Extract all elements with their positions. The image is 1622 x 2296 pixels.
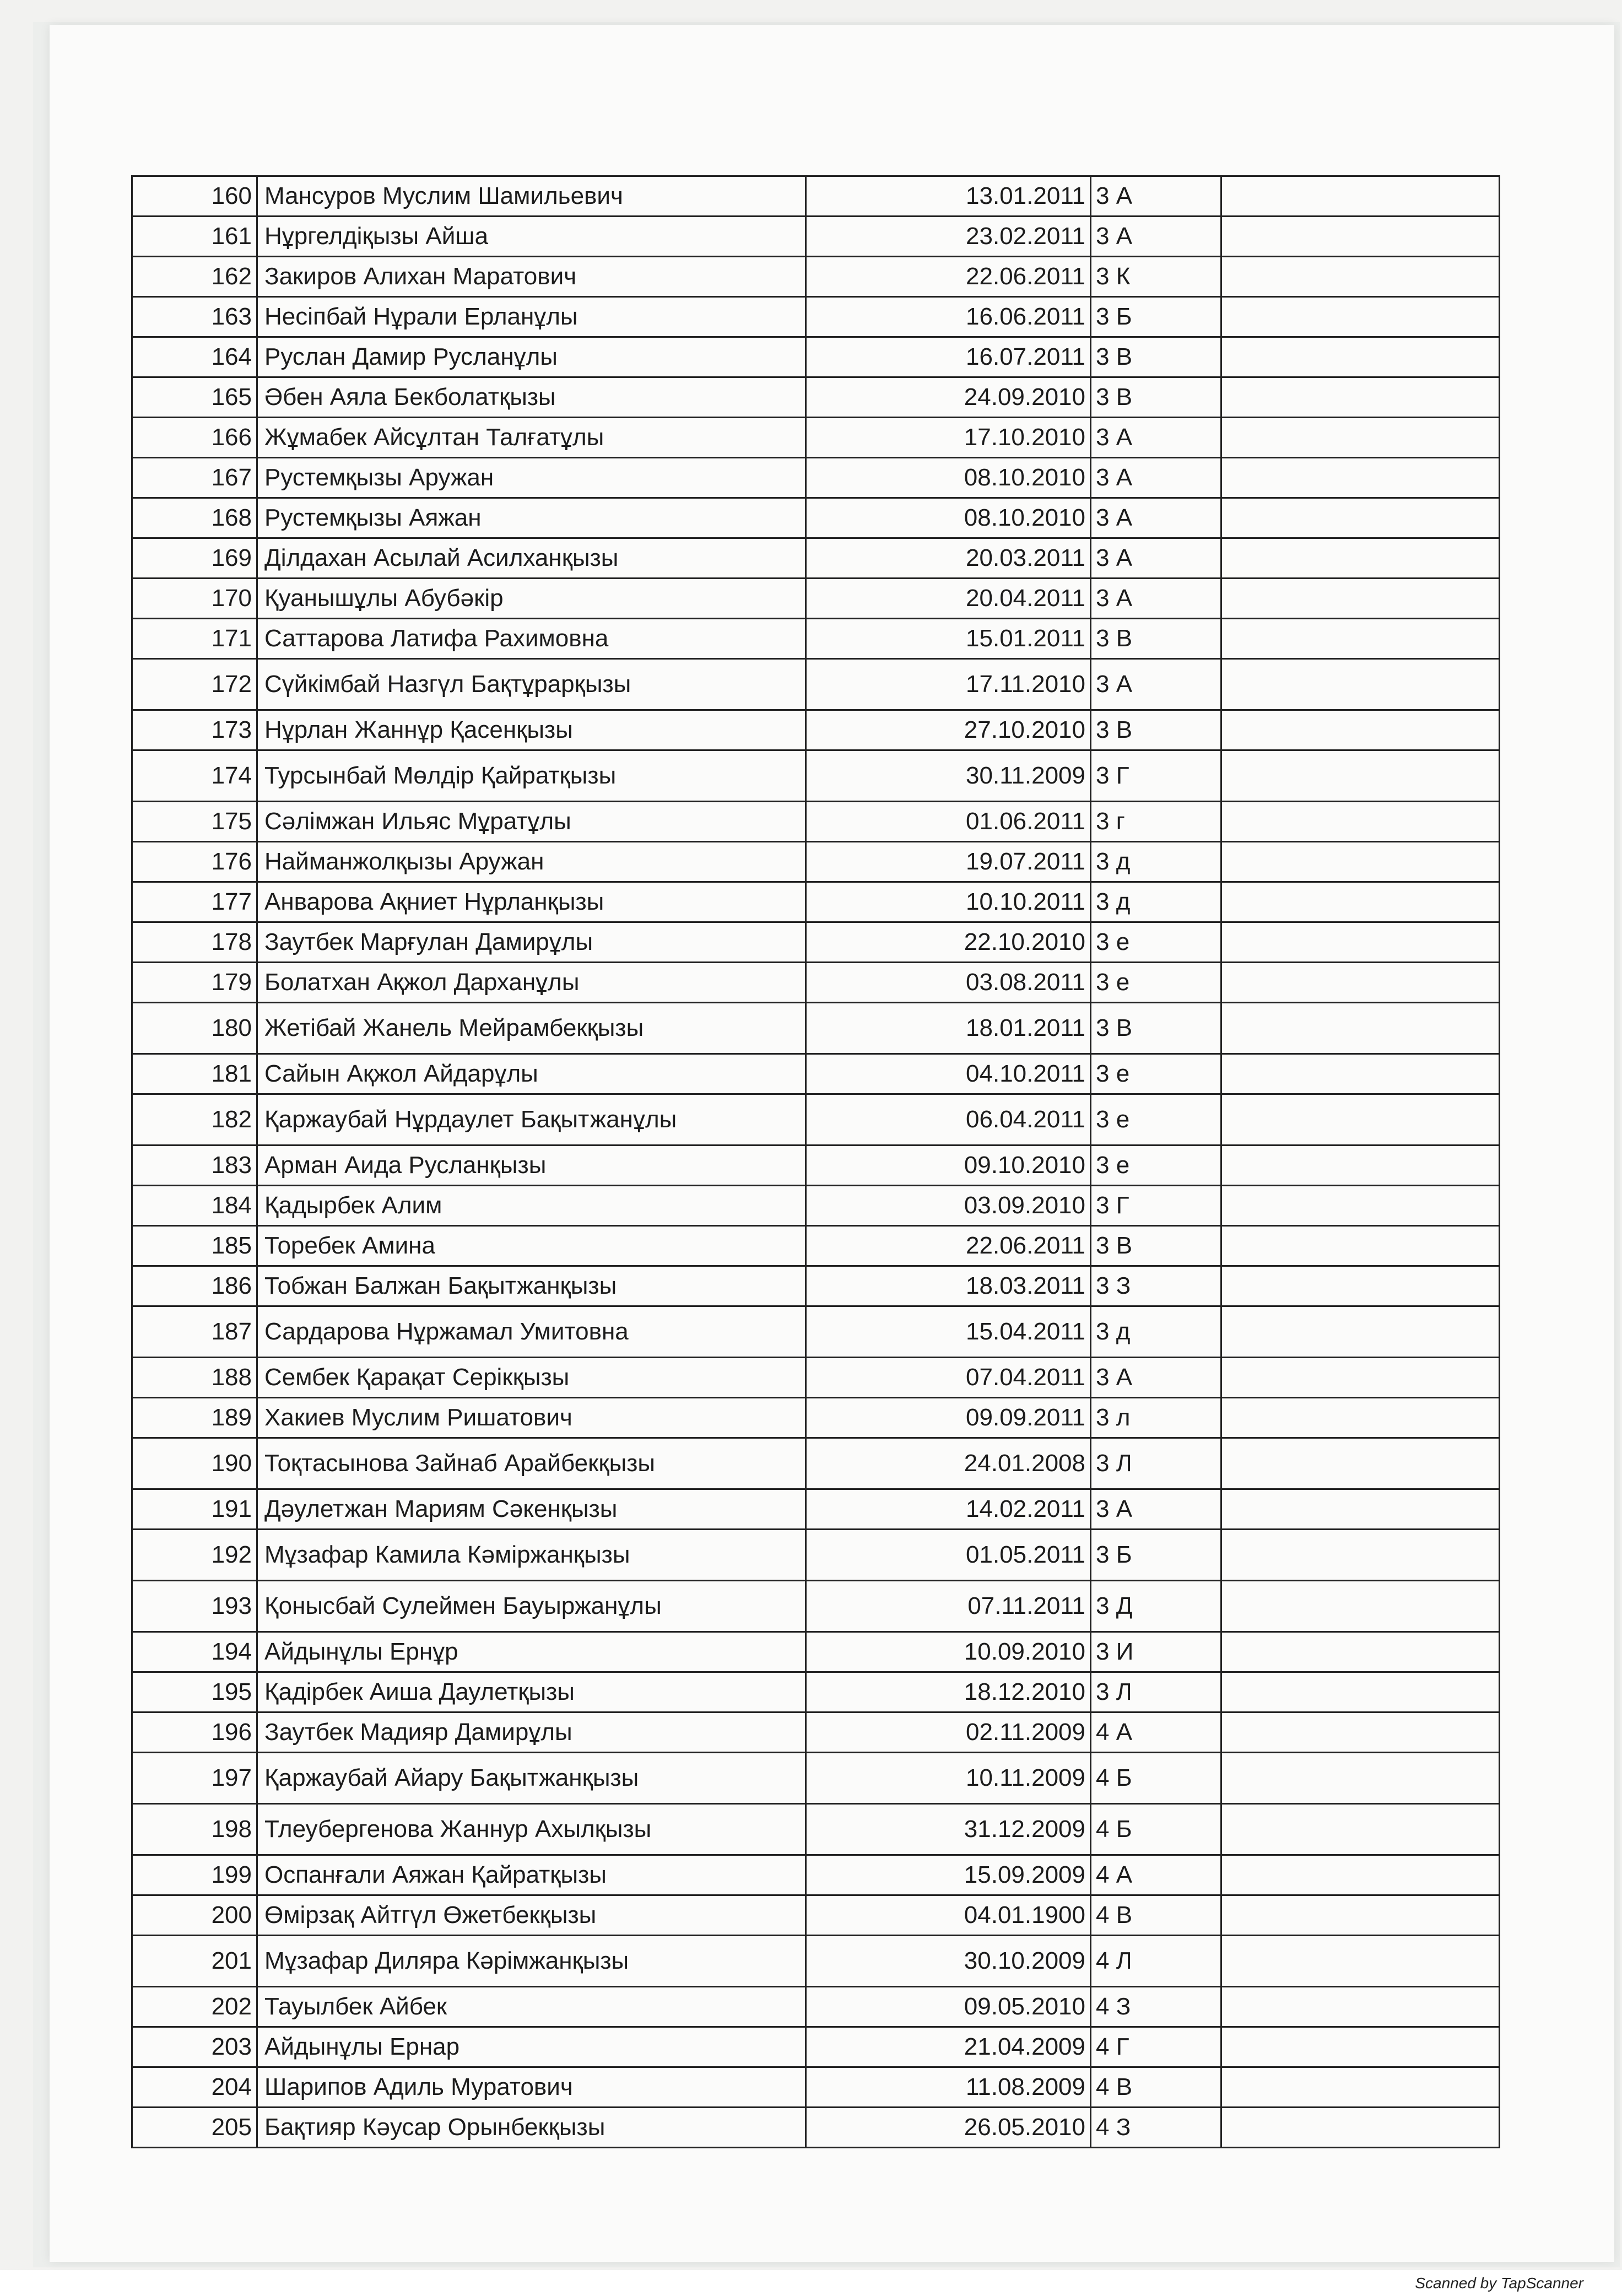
table-row (132, 1936, 1500, 1987)
class-grade: 3 Б (1091, 297, 1221, 337)
class-grade: 3 В (1091, 710, 1221, 750)
empty-cell (1221, 217, 1500, 257)
row-number: 197 (132, 1753, 257, 1804)
student-name: Қонысбай Сулеймен Бауыржанұлы (257, 1581, 806, 1632)
empty-cell (1221, 297, 1500, 337)
table-row (132, 2027, 1500, 2067)
birth-date: 26.05.2010 (806, 2108, 1091, 2148)
row-number: 202 (132, 1987, 257, 2027)
birth-date: 06.04.2011 (806, 1094, 1091, 1146)
class-grade: 3 д (1091, 1306, 1221, 1358)
student-name: Болатхан Ақжол Дарханұлы (257, 963, 806, 1003)
row-number: 178 (132, 922, 257, 963)
table-row (132, 1306, 1500, 1358)
empty-cell (1221, 1895, 1500, 1936)
empty-cell (1221, 1398, 1500, 1438)
row-number: 183 (132, 1146, 257, 1186)
table-row (132, 1146, 1500, 1186)
empty-cell (1221, 458, 1500, 498)
row-number: 177 (132, 882, 257, 922)
student-name: Заутбек Мадияр Дамирұлы (257, 1712, 806, 1753)
class-grade: 3 Д (1091, 1581, 1221, 1632)
row-number: 203 (132, 2027, 257, 2067)
birth-date: 14.02.2011 (806, 1489, 1091, 1530)
class-grade: 4 З (1091, 2108, 1221, 2148)
table-row (132, 1632, 1500, 1672)
row-number: 179 (132, 963, 257, 1003)
student-name: Қадірбек Аиша Даулетқызы (257, 1672, 806, 1712)
row-number: 193 (132, 1581, 257, 1632)
student-name: Сүйкімбай Назгүл Бақтұрарқызы (257, 659, 806, 710)
birth-date: 10.11.2009 (806, 1753, 1091, 1804)
row-number: 164 (132, 337, 257, 377)
row-number: 185 (132, 1226, 257, 1266)
student-name: Жұмабек Айсұлтан Талғатұлы (257, 418, 806, 458)
row-number: 189 (132, 1398, 257, 1438)
empty-cell (1221, 710, 1500, 750)
birth-date: 16.06.2011 (806, 297, 1091, 337)
row-number: 168 (132, 498, 257, 538)
birth-date: 01.05.2011 (806, 1530, 1091, 1581)
birth-date: 01.06.2011 (806, 802, 1091, 842)
birth-date: 18.12.2010 (806, 1672, 1091, 1712)
class-grade: 3 А (1091, 176, 1221, 217)
birth-date: 08.10.2010 (806, 498, 1091, 538)
class-grade: 3 Г (1091, 750, 1221, 802)
row-number: 169 (132, 538, 257, 579)
table-row (132, 1438, 1500, 1489)
empty-cell (1221, 1987, 1500, 2027)
birth-date: 31.12.2009 (806, 1804, 1091, 1855)
class-grade: 4 А (1091, 1855, 1221, 1895)
class-grade: 3 А (1091, 1358, 1221, 1398)
empty-cell (1221, 2067, 1500, 2108)
empty-cell (1221, 963, 1500, 1003)
row-number: 163 (132, 297, 257, 337)
birth-date: 09.05.2010 (806, 1987, 1091, 2027)
row-number: 181 (132, 1054, 257, 1094)
student-name: Рустемқызы Аружан (257, 458, 806, 498)
table-row (132, 1054, 1500, 1094)
empty-cell (1221, 337, 1500, 377)
table-row (132, 176, 1500, 217)
table-row (132, 1895, 1500, 1936)
row-number: 195 (132, 1672, 257, 1712)
table-row (132, 257, 1500, 297)
birth-date: 04.01.1900 (806, 1895, 1091, 1936)
class-grade: 3 А (1091, 659, 1221, 710)
empty-cell (1221, 1936, 1500, 1987)
empty-cell (1221, 1753, 1500, 1804)
student-name: Шарипов Адиль Муратович (257, 2067, 806, 2108)
empty-cell (1221, 1146, 1500, 1186)
class-grade: 4 Б (1091, 1753, 1221, 1804)
birth-date: 15.01.2011 (806, 619, 1091, 659)
student-name: Найманжолқызы Аружан (257, 842, 806, 882)
class-grade: 3 Б (1091, 1530, 1221, 1581)
empty-cell (1221, 1226, 1500, 1266)
student-name: Тлеубергенова Жаннур Ахылқызы (257, 1804, 806, 1855)
scanner-footer: Scanned by TapScanner (1415, 2275, 1583, 2292)
table-row (132, 1186, 1500, 1226)
student-name: Мұзафар Камила Кәміржанқызы (257, 1530, 806, 1581)
student-name: Тауылбек Айбек (257, 1987, 806, 2027)
birth-date: 30.10.2009 (806, 1936, 1091, 1987)
table-row (132, 217, 1500, 257)
empty-cell (1221, 377, 1500, 418)
student-name: Рустемқызы Аяжан (257, 498, 806, 538)
row-number: 199 (132, 1855, 257, 1895)
row-number: 180 (132, 1003, 257, 1054)
birth-date: 15.09.2009 (806, 1855, 1091, 1895)
empty-cell (1221, 1003, 1500, 1054)
student-name: Ділдахан Асылай Асилханқызы (257, 538, 806, 579)
student-name: Жетібай Жанель Мейрамбекқызы (257, 1003, 806, 1054)
birth-date: 24.01.2008 (806, 1438, 1091, 1489)
birth-date: 16.07.2011 (806, 337, 1091, 377)
birth-date: 07.11.2011 (806, 1581, 1091, 1632)
birth-date: 09.09.2011 (806, 1398, 1091, 1438)
birth-date: 18.01.2011 (806, 1003, 1091, 1054)
table-row (132, 579, 1500, 619)
empty-cell (1221, 619, 1500, 659)
table-row (132, 1855, 1500, 1895)
birth-date: 04.10.2011 (806, 1054, 1091, 1094)
empty-cell (1221, 1581, 1500, 1632)
row-number: 187 (132, 1306, 257, 1358)
student-name: Қаржаубай Нұрдаулет Бақытжанұлы (257, 1094, 806, 1146)
class-grade: 3 л (1091, 1398, 1221, 1438)
row-number: 198 (132, 1804, 257, 1855)
student-name: Әбен Аяла Бекболатқызы (257, 377, 806, 418)
row-number: 200 (132, 1895, 257, 1936)
class-grade: 3 г (1091, 802, 1221, 842)
empty-cell (1221, 498, 1500, 538)
row-number: 182 (132, 1094, 257, 1146)
birth-date: 15.04.2011 (806, 1306, 1091, 1358)
birth-date: 20.03.2011 (806, 538, 1091, 579)
empty-cell (1221, 2027, 1500, 2067)
empty-cell (1221, 1855, 1500, 1895)
empty-cell (1221, 659, 1500, 710)
row-number: 170 (132, 579, 257, 619)
student-name: Сайын Ақжол Айдарұлы (257, 1054, 806, 1094)
row-number: 165 (132, 377, 257, 418)
row-number: 160 (132, 176, 257, 217)
student-name: Хакиев Муслим Ришатович (257, 1398, 806, 1438)
student-name: Дәулетжан Мариям Сәкенқызы (257, 1489, 806, 1530)
class-grade: 3 А (1091, 579, 1221, 619)
empty-cell (1221, 750, 1500, 802)
class-grade: 4 А (1091, 1712, 1221, 1753)
student-name: Сардарова Нұржамал Умитовна (257, 1306, 806, 1358)
table-body (132, 176, 1500, 2148)
birth-date: 19.07.2011 (806, 842, 1091, 882)
birth-date: 22.06.2011 (806, 257, 1091, 297)
class-grade: 3 А (1091, 498, 1221, 538)
table-row (132, 418, 1500, 458)
row-number: 173 (132, 710, 257, 750)
empty-cell (1221, 1632, 1500, 1672)
empty-cell (1221, 538, 1500, 579)
empty-cell (1221, 1094, 1500, 1146)
birth-date: 17.10.2010 (806, 418, 1091, 458)
empty-cell (1221, 1358, 1500, 1398)
table-row (132, 1530, 1500, 1581)
birth-date: 02.11.2009 (806, 1712, 1091, 1753)
birth-date: 10.10.2011 (806, 882, 1091, 922)
birth-date: 24.09.2010 (806, 377, 1091, 418)
empty-cell (1221, 1186, 1500, 1226)
birth-date: 07.04.2011 (806, 1358, 1091, 1398)
birth-date: 03.09.2010 (806, 1186, 1091, 1226)
empty-cell (1221, 1530, 1500, 1581)
table-row (132, 1358, 1500, 1398)
table-row (132, 1581, 1500, 1632)
class-grade: 3 Л (1091, 1438, 1221, 1489)
table-row (132, 1398, 1500, 1438)
table-row (132, 710, 1500, 750)
empty-cell (1221, 257, 1500, 297)
row-number: 194 (132, 1632, 257, 1672)
row-number: 204 (132, 2067, 257, 2108)
class-grade: 3 е (1091, 922, 1221, 963)
class-grade: 3 К (1091, 257, 1221, 297)
class-grade: 4 Б (1091, 1804, 1221, 1855)
student-name: Қадырбек Алим (257, 1186, 806, 1226)
row-number: 196 (132, 1712, 257, 1753)
class-grade: 3 В (1091, 619, 1221, 659)
empty-cell (1221, 1489, 1500, 1530)
birth-date: 18.03.2011 (806, 1266, 1091, 1306)
student-list-table (131, 175, 1500, 2148)
table-row (132, 882, 1500, 922)
student-name: Несіпбай Нұрали Ерланұлы (257, 297, 806, 337)
birth-date: 27.10.2010 (806, 710, 1091, 750)
table-row (132, 337, 1500, 377)
class-grade: 3 е (1091, 1054, 1221, 1094)
table-row (132, 377, 1500, 418)
class-grade: 3 А (1091, 458, 1221, 498)
class-grade: 3 В (1091, 377, 1221, 418)
empty-cell (1221, 1672, 1500, 1712)
table-row (132, 1804, 1500, 1855)
row-number: 174 (132, 750, 257, 802)
class-grade: 3 А (1091, 418, 1221, 458)
class-grade: 3 В (1091, 1003, 1221, 1054)
table-row (132, 538, 1500, 579)
student-name: Қуанышұлы Абубәкір (257, 579, 806, 619)
row-number: 172 (132, 659, 257, 710)
student-name: Тоқтасынова Зайнаб Арайбекқызы (257, 1438, 806, 1489)
student-name: Бақтияр Кәусар Орынбекқызы (257, 2108, 806, 2148)
birth-date: 17.11.2010 (806, 659, 1091, 710)
birth-date: 13.01.2011 (806, 176, 1091, 217)
student-name: Закиров Алихан Маратович (257, 257, 806, 297)
table-row (132, 458, 1500, 498)
student-name: Өмірзақ Айтгүл Өжетбекқызы (257, 1895, 806, 1936)
row-number: 186 (132, 1266, 257, 1306)
empty-cell (1221, 2108, 1500, 2148)
row-number: 201 (132, 1936, 257, 1987)
class-grade: 3 А (1091, 217, 1221, 257)
table-row (132, 297, 1500, 337)
birth-date: 08.10.2010 (806, 458, 1091, 498)
student-name: Айдынұлы Ернар (257, 2027, 806, 2067)
student-name: Заутбек Марғулан Дамирұлы (257, 922, 806, 963)
birth-date: 09.10.2010 (806, 1146, 1091, 1186)
empty-cell (1221, 176, 1500, 217)
table-row (132, 802, 1500, 842)
row-number: 188 (132, 1358, 257, 1398)
class-grade: 4 З (1091, 1987, 1221, 2027)
student-name: Айдынұлы Ернұр (257, 1632, 806, 1672)
table-row (132, 1094, 1500, 1146)
table-row (132, 619, 1500, 659)
class-grade: 3 З (1091, 1266, 1221, 1306)
student-name: Қаржаубай Айару Бақытжанқызы (257, 1753, 806, 1804)
class-grade: 3 В (1091, 1226, 1221, 1266)
class-grade: 3 е (1091, 963, 1221, 1003)
empty-cell (1221, 922, 1500, 963)
table-row (132, 1753, 1500, 1804)
student-name: Руслан Дамир Русланұлы (257, 337, 806, 377)
empty-cell (1221, 1804, 1500, 1855)
birth-date: 11.08.2009 (806, 2067, 1091, 2108)
class-grade: 4 Г (1091, 2027, 1221, 2067)
empty-cell (1221, 1266, 1500, 1306)
table-row (132, 1003, 1500, 1054)
empty-cell (1221, 842, 1500, 882)
empty-cell (1221, 1054, 1500, 1094)
student-name: Нұргелдіқызы Айша (257, 217, 806, 257)
class-grade: 4 Л (1091, 1936, 1221, 1987)
row-number: 166 (132, 418, 257, 458)
class-grade: 4 В (1091, 2067, 1221, 2108)
class-grade: 3 Л (1091, 1672, 1221, 1712)
table-row (132, 1226, 1500, 1266)
empty-cell (1221, 1306, 1500, 1358)
student-name: Сәлімжан Ильяс Мұратұлы (257, 802, 806, 842)
row-number: 176 (132, 842, 257, 882)
table-row (132, 963, 1500, 1003)
birth-date: 20.04.2011 (806, 579, 1091, 619)
birth-date: 30.11.2009 (806, 750, 1091, 802)
student-name: Турсынбай Мөлдір Қайратқызы (257, 750, 806, 802)
student-name: Тобжан Балжан Бақытжанқызы (257, 1266, 806, 1306)
table-row (132, 2067, 1500, 2108)
student-name: Сембек Қарақат Серікқызы (257, 1358, 806, 1398)
empty-cell (1221, 802, 1500, 842)
row-number: 167 (132, 458, 257, 498)
empty-cell (1221, 882, 1500, 922)
birth-date: 10.09.2010 (806, 1632, 1091, 1672)
class-grade: 3 Г (1091, 1186, 1221, 1226)
empty-cell (1221, 579, 1500, 619)
class-grade: 3 И (1091, 1632, 1221, 1672)
student-name: Нұрлан Жаннұр Қасенқызы (257, 710, 806, 750)
birth-date: 03.08.2011 (806, 963, 1091, 1003)
student-name: Саттарова Латифа Рахимовна (257, 619, 806, 659)
row-number: 175 (132, 802, 257, 842)
empty-cell (1221, 1438, 1500, 1489)
row-number: 191 (132, 1489, 257, 1530)
row-number: 192 (132, 1530, 257, 1581)
student-name: Оспанғали Аяжан Қайратқызы (257, 1855, 806, 1895)
row-number: 190 (132, 1438, 257, 1489)
table-row (132, 750, 1500, 802)
empty-cell (1221, 418, 1500, 458)
table-row (132, 922, 1500, 963)
student-name: Арман Аида Русланқызы (257, 1146, 806, 1186)
table-row (132, 1987, 1500, 2027)
class-grade: 3 В (1091, 337, 1221, 377)
table-row (132, 1672, 1500, 1712)
student-name: Торебек Амина (257, 1226, 806, 1266)
row-number: 184 (132, 1186, 257, 1226)
table-row (132, 659, 1500, 710)
birth-date: 23.02.2011 (806, 217, 1091, 257)
row-number: 161 (132, 217, 257, 257)
class-grade: 3 А (1091, 538, 1221, 579)
birth-date: 22.10.2010 (806, 922, 1091, 963)
birth-date: 21.04.2009 (806, 2027, 1091, 2067)
student-name: Мансуров Муслим Шамильевич (257, 176, 806, 217)
class-grade: 3 д (1091, 882, 1221, 922)
table-row (132, 1712, 1500, 1753)
empty-cell (1221, 1712, 1500, 1753)
row-number: 162 (132, 257, 257, 297)
table-row (132, 842, 1500, 882)
table-row (132, 1266, 1500, 1306)
student-name: Мұзафар Диляра Кәрімжанқызы (257, 1936, 806, 1987)
birth-date: 22.06.2011 (806, 1226, 1091, 1266)
class-grade: 4 В (1091, 1895, 1221, 1936)
student-name: Анварова Ақниет Нұрланқызы (257, 882, 806, 922)
class-grade: 3 е (1091, 1094, 1221, 1146)
class-grade: 3 д (1091, 842, 1221, 882)
row-number: 205 (132, 2108, 257, 2148)
row-number: 171 (132, 619, 257, 659)
table-row (132, 2108, 1500, 2148)
table-row (132, 498, 1500, 538)
class-grade: 3 А (1091, 1489, 1221, 1530)
class-grade: 3 е (1091, 1146, 1221, 1186)
table-row (132, 1489, 1500, 1530)
